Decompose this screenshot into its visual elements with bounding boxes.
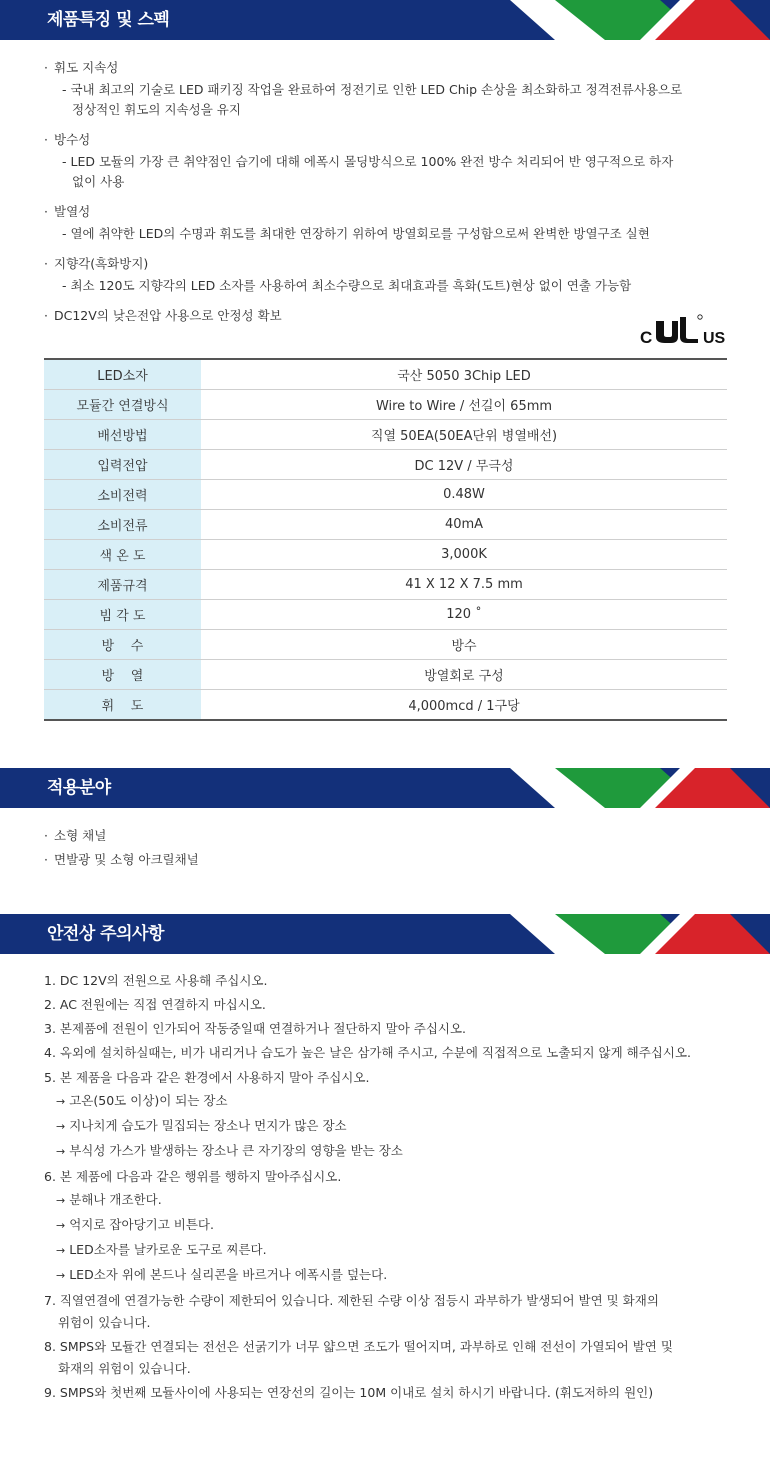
- bullet-dot: ·: [44, 256, 48, 271]
- arrow-icon: →: [56, 1269, 66, 1282]
- feature-description-line: - 열에 취약한 LED의 수명과 휘도를 최대한 연장하기 위하여 방열회로를 구성함으로써 완벽한 방열구조 실현: [62, 226, 650, 241]
- caution-text: 3. 본제품에 전원이 인가되어 작동중일때 연결하거나 절단하지 말아 주십시오.: [44, 1021, 467, 1036]
- caution-item: [44, 1382, 734, 1404]
- section-header-applications: [0, 768, 770, 808]
- spec-value: DC 12V / 무극성: [201, 450, 727, 480]
- caution-subitem-text: 분해나 개조한다.: [69, 1192, 162, 1207]
- spec-value: 0.48W: [201, 480, 727, 510]
- spec-value: 4,000mcd / 1구당: [408, 699, 520, 714]
- application-item: [44, 826, 744, 846]
- feature-description-line: 정상적인 휘도의 지속성을 유지: [72, 102, 241, 117]
- spec-key: 방 열: [44, 660, 201, 690]
- arrow-icon: →: [56, 1244, 66, 1257]
- section-title: 제품특징 및 스펙: [47, 10, 170, 30]
- spec-row: [44, 390, 727, 420]
- caution-subitem: [44, 1089, 734, 1114]
- spec-value: Wire to Wire / 선길이 65mm: [201, 390, 727, 420]
- spec-key: 제품규격: [44, 570, 201, 600]
- caution-subitem-text: 억지로 잡아당기고 비튼다.: [69, 1217, 214, 1232]
- spec-key: 색 온 도: [44, 540, 201, 570]
- caution-item: [44, 1042, 734, 1064]
- feature-description-line: - LED 모듈의 가장 큰 취약점인 습기에 대해 에폭시 몰딩방식으로 100% 완전 방수 처리되어 반 영구적으로 하자: [62, 154, 674, 169]
- spec-row: [44, 600, 727, 630]
- feature-description-line: - 국내 최고의 기술로 LED 패키징 작업을 완료하여 정전기로 인한 LED Chip 손상을 최소화하고 정격전류사용으로: [62, 82, 683, 97]
- svg-text:C: C: [640, 328, 653, 345]
- feature-heading: 지향각(흑화방지): [54, 256, 149, 271]
- feature-list: [44, 58, 744, 336]
- arrow-icon: →: [56, 1145, 66, 1158]
- bullet-dot: ·: [44, 204, 48, 219]
- caution-subitem: [44, 1263, 734, 1288]
- spec-value: 3,000K: [201, 540, 727, 570]
- spec-key: 배선방법: [44, 420, 201, 450]
- spec-row: [44, 630, 727, 660]
- caution-text: 5. 본 제품을 다음과 같은 환경에서 사용하지 말아 주십시오.: [44, 1070, 370, 1085]
- feature-description: [58, 276, 744, 296]
- caution-item: [44, 1018, 734, 1040]
- caution-subitem: [44, 1213, 734, 1238]
- caution-item: [44, 1067, 734, 1164]
- section-title: 안전상 주의사항: [47, 924, 164, 944]
- caution-item: [44, 1290, 734, 1334]
- feature-item: [44, 58, 744, 120]
- section-banner-graphic: [510, 914, 770, 954]
- caution-subitem: [44, 1188, 734, 1213]
- spec-row: [44, 359, 727, 390]
- spec-row: [44, 690, 727, 721]
- caution-text: 8. SMPS와 모듈간 연결되는 전선은 선굵기가 너무 얇으면 조도가 떨어지며, 과부하로 인해 전선이 가열되어 발연 및: [44, 1339, 673, 1354]
- caution-text: 1. DC 12V의 전원으로 사용해 주십시오.: [44, 973, 268, 988]
- caution-text-cont: 화재의 위험이 있습니다.: [58, 1361, 191, 1376]
- section-header-caution: [0, 914, 770, 954]
- caution-item: [44, 1166, 734, 1288]
- feature-item: [44, 202, 744, 244]
- caution-item: [44, 970, 734, 992]
- spec-key: 모듈간 연결방식: [44, 390, 201, 420]
- spec-key: 소비전력: [44, 480, 201, 510]
- caution-subitem-text: LED소자를 날카로운 도구로 찌른다.: [69, 1242, 267, 1257]
- spec-key: 방 수: [44, 630, 201, 660]
- application-label: 소형 채널: [54, 828, 107, 843]
- caution-subitem: [44, 1238, 734, 1263]
- caution-list: [44, 970, 734, 1406]
- caution-subitem: [44, 1139, 734, 1164]
- section-header-features: [0, 0, 770, 40]
- section-banner-graphic: [510, 0, 770, 40]
- bullet-dot: ·: [44, 828, 48, 843]
- caution-text: 2. AC 전원에는 직접 연결하지 마십시오.: [44, 997, 266, 1012]
- caution-item: [44, 994, 734, 1016]
- spec-key: 소비전류: [44, 510, 201, 540]
- section-banner-graphic: [510, 768, 770, 808]
- caution-text: 4. 옥외에 설치하실때는, 비가 내리거나 습도가 높은 날은 삼가해 주시고, 수분에 직접적으로 노출되지 않게 해주십시오.: [44, 1045, 692, 1060]
- application-list: [44, 826, 744, 874]
- caution-item: [44, 1336, 734, 1380]
- spec-value: 방수: [201, 630, 727, 660]
- feature-heading: 휘도 지속성: [54, 60, 119, 75]
- application-label: 면발광 및 소형 아크릴채널: [54, 852, 199, 867]
- spec-key: LED소자: [44, 359, 201, 390]
- spec-value: 120 ˚: [201, 600, 727, 630]
- svg-text:US: US: [703, 330, 726, 345]
- feature-item: [44, 130, 744, 192]
- caution-subitem-text: 고온(50도 이상)이 되는 장소: [69, 1093, 228, 1108]
- spec-row: [44, 480, 727, 510]
- section-title: 적용분야: [47, 778, 111, 798]
- feature-description: [58, 224, 744, 244]
- caution-text: 7. 직열연결에 연결가능한 수량이 제한되어 있습니다. 제한된 수량 이상 접등시 과부하가 발생되어 발연 및 화재의: [44, 1293, 659, 1308]
- spec-row: [44, 420, 727, 450]
- caution-subitem-text: 지나치게 습도가 밀집되는 장소나 먼지가 많은 장소: [69, 1118, 347, 1133]
- arrow-icon: →: [56, 1219, 66, 1232]
- bullet-dot: ·: [44, 308, 48, 323]
- spec-value: 41 X 12 X 7.5 mm: [201, 570, 727, 600]
- arrow-icon: →: [56, 1095, 66, 1108]
- arrow-icon: →: [56, 1194, 66, 1207]
- caution-text-cont: 위험이 있습니다.: [58, 1315, 151, 1330]
- feature-description-line: - 최소 120도 지향각의 LED 소자를 사용하여 최소수량으로 최대효과를 흑화(도트)현상 없이 연출 가능함: [62, 278, 632, 293]
- spec-key: 빔 각 도: [44, 600, 201, 630]
- feature-description: [58, 80, 744, 120]
- bullet-dot: ·: [44, 60, 48, 75]
- feature-description-line: 없이 사용: [72, 174, 125, 189]
- spec-table: [44, 358, 727, 721]
- bullet-dot: ·: [44, 852, 48, 867]
- caution-text: 6. 본 제품에 다음과 같은 행위를 행하지 말아주십시오.: [44, 1169, 342, 1184]
- spec-row: [44, 450, 727, 480]
- spec-row: [44, 510, 727, 540]
- spec-row: [44, 540, 727, 570]
- spec-value: 방열회로 구성: [201, 660, 727, 690]
- spec-value: 40mA: [201, 510, 727, 540]
- cul-us-certification-mark: [640, 313, 726, 345]
- feature-heading: DC12V의 낮은전압 사용으로 안정성 확보: [54, 308, 282, 323]
- application-item: [44, 850, 744, 870]
- spec-row: [44, 660, 727, 690]
- spec-key: 휘 도: [44, 690, 201, 721]
- feature-description: [58, 152, 744, 192]
- caution-subitem-text: LED소자 위에 본드나 실리콘을 바르거나 에폭시를 덮는다.: [69, 1267, 388, 1282]
- spec-row: [44, 570, 727, 600]
- spec-value: 국산 5050 3Chip LED: [201, 359, 727, 390]
- bullet-dot: ·: [44, 132, 48, 147]
- feature-item: [44, 254, 744, 296]
- feature-heading: 방수성: [54, 132, 91, 147]
- feature-heading: 발열성: [54, 204, 91, 219]
- caution-text: 9. SMPS와 첫번째 모듈사이에 사용되는 연장선의 길이는 10M 이내로 설치 하시기 바랍니다. (휘도저하의 원인): [44, 1385, 654, 1400]
- caution-subitem-text: 부식성 가스가 발생하는 장소나 큰 자기장의 영향을 받는 장소: [69, 1143, 403, 1158]
- caution-subitem: [44, 1114, 734, 1139]
- spec-key: 입력전압: [44, 450, 201, 480]
- feature-item: [44, 306, 744, 326]
- arrow-icon: →: [56, 1120, 66, 1133]
- spec-value: 직열 50EA(50EA단위 병열배선): [201, 420, 727, 450]
